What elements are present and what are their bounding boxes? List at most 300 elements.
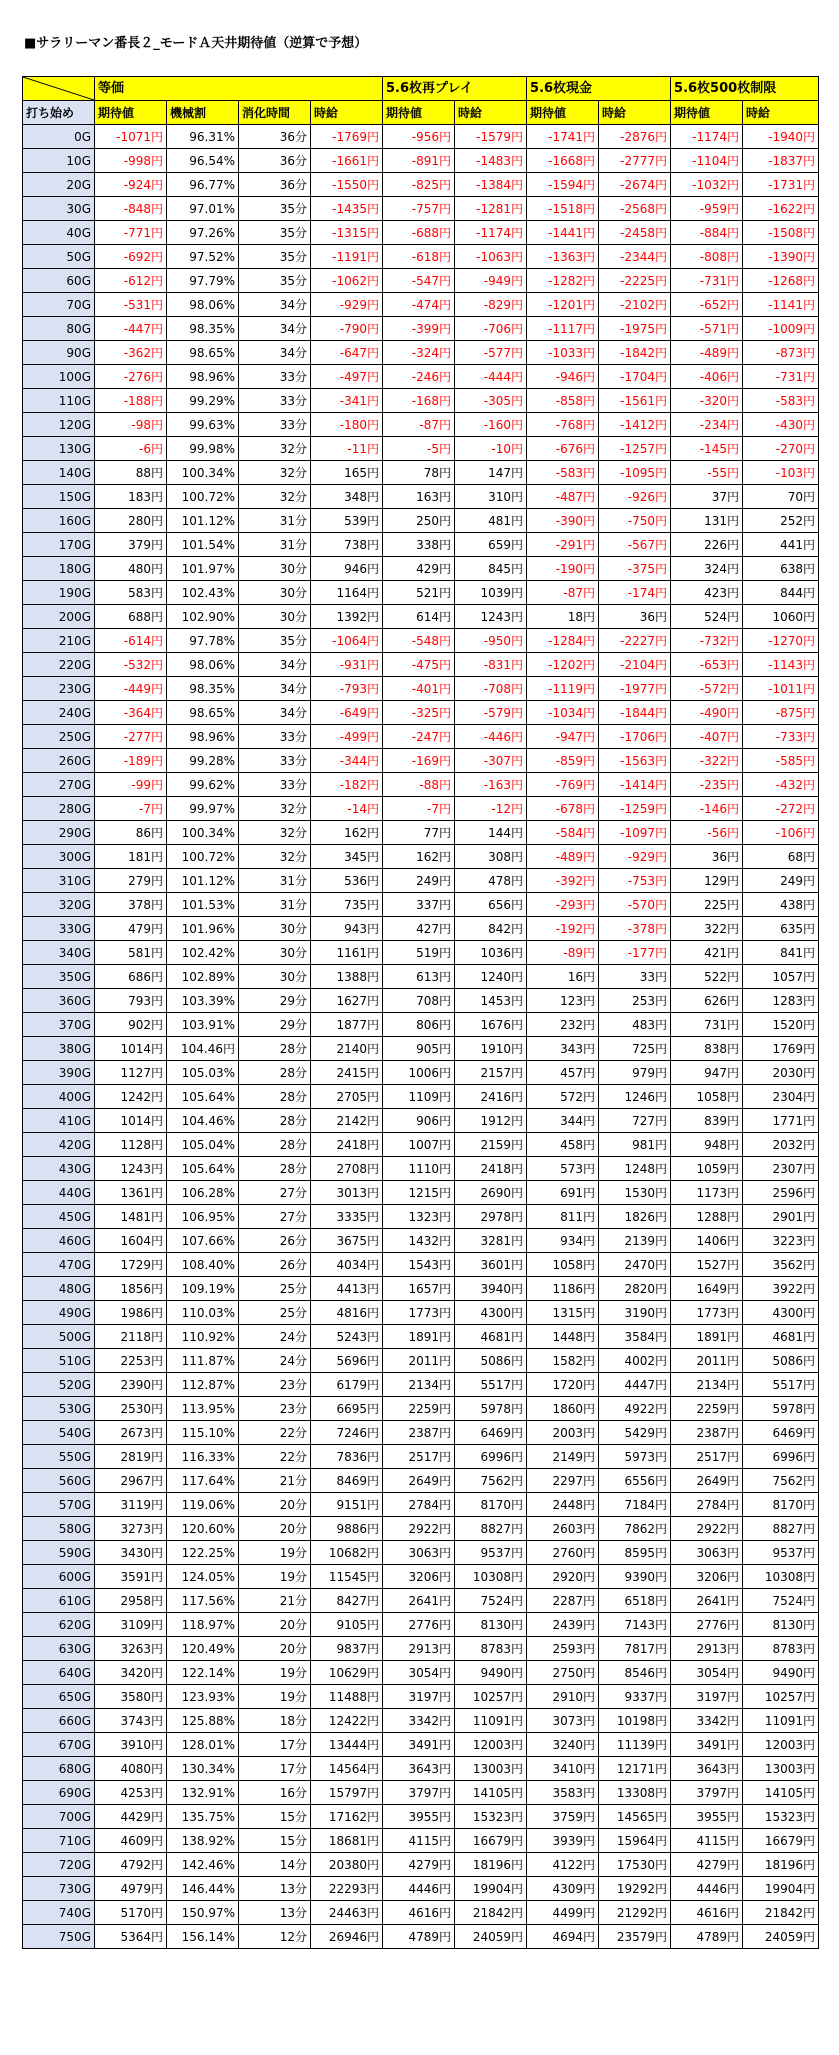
value-cell: -6円 — [95, 437, 167, 461]
value-cell: 29分 — [239, 989, 311, 1013]
value-cell: 86円 — [95, 821, 167, 845]
value-cell: 2118円 — [95, 1325, 167, 1349]
start-game-cell: 690G — [23, 1781, 95, 1805]
value-cell: 4979円 — [95, 1877, 167, 1901]
value-cell: 5973円 — [599, 1445, 671, 1469]
value-cell: 14565円 — [599, 1805, 671, 1829]
table-row — [23, 1109, 819, 1133]
value-cell: 142.46% — [167, 1853, 239, 1877]
value-cell: 1173円 — [671, 1181, 743, 1205]
column-header-replay-hourly-wage: 時給 — [455, 101, 527, 125]
value-cell: 132.91% — [167, 1781, 239, 1805]
value-cell: 4429円 — [95, 1805, 167, 1829]
value-cell: 33分 — [239, 773, 311, 797]
value-cell: 4816円 — [311, 1301, 383, 1325]
table-row — [23, 821, 819, 845]
value-cell: 423円 — [671, 581, 743, 605]
value-cell: 36分 — [239, 149, 311, 173]
table-row — [23, 845, 819, 869]
value-cell: 6695円 — [311, 1397, 383, 1421]
value-cell: -1704円 — [599, 365, 671, 389]
value-cell: 14564円 — [311, 1757, 383, 1781]
value-cell: -1282円 — [527, 269, 599, 293]
value-cell: 14105円 — [455, 1781, 527, 1805]
value-cell: 105.64% — [167, 1085, 239, 1109]
value-cell: -708円 — [455, 677, 527, 701]
value-cell: 225円 — [671, 893, 743, 917]
value-cell: 32分 — [239, 797, 311, 821]
value-cell: 3743円 — [95, 1709, 167, 1733]
value-cell: 98.65% — [167, 701, 239, 725]
value-cell: 573円 — [527, 1157, 599, 1181]
value-cell: 1406円 — [671, 1229, 743, 1253]
value-cell: -2458円 — [599, 221, 671, 245]
value-cell: -98円 — [95, 413, 167, 437]
value-cell: 24059円 — [743, 1925, 819, 1949]
value-cell: 1248円 — [599, 1157, 671, 1181]
value-cell: 638円 — [743, 557, 819, 581]
start-game-cell: 190G — [23, 581, 95, 605]
value-cell: -579円 — [455, 701, 527, 725]
value-cell: 2470円 — [599, 1253, 671, 1277]
value-cell: 2690円 — [455, 1181, 527, 1205]
value-cell: -406円 — [671, 365, 743, 389]
value-cell: 150.97% — [167, 1901, 239, 1925]
value-cell: -583円 — [743, 389, 819, 413]
value-cell: 20分 — [239, 1637, 311, 1661]
value-cell: 181円 — [95, 845, 167, 869]
value-cell: -532円 — [95, 653, 167, 677]
value-cell: 17530円 — [599, 1853, 671, 1877]
value-cell: 1039円 — [455, 581, 527, 605]
value-cell: 3410円 — [527, 1757, 599, 1781]
value-cell: 15分 — [239, 1829, 311, 1853]
value-cell: 107.66% — [167, 1229, 239, 1253]
value-cell: 2593円 — [527, 1637, 599, 1661]
value-cell: 113.95% — [167, 1397, 239, 1421]
table-row — [23, 941, 819, 965]
value-cell: -1104円 — [671, 149, 743, 173]
value-cell: 119.06% — [167, 1493, 239, 1517]
value-cell: 2922円 — [383, 1517, 455, 1541]
value-cell: 23579円 — [599, 1925, 671, 1949]
value-cell: 421円 — [671, 941, 743, 965]
value-cell: 1448円 — [527, 1325, 599, 1349]
start-game-cell: 540G — [23, 1421, 95, 1445]
value-cell: -1769円 — [311, 125, 383, 149]
value-cell: -449円 — [95, 677, 167, 701]
start-game-cell: 0G — [23, 125, 95, 149]
value-cell: 99.98% — [167, 437, 239, 461]
value-cell: 116.33% — [167, 1445, 239, 1469]
value-cell: 2776円 — [671, 1613, 743, 1637]
value-cell: -825円 — [383, 173, 455, 197]
value-cell: 3223円 — [743, 1229, 819, 1253]
value-cell: 3190円 — [599, 1301, 671, 1325]
value-cell: 232円 — [527, 1013, 599, 1037]
value-cell: 13003円 — [455, 1757, 527, 1781]
table-row — [23, 1925, 819, 1949]
start-game-cell: 290G — [23, 821, 95, 845]
value-cell: 117.56% — [167, 1589, 239, 1613]
table-row — [23, 1253, 819, 1277]
table-row — [23, 1157, 819, 1181]
table-row — [23, 1181, 819, 1205]
value-cell: 1036円 — [455, 941, 527, 965]
value-cell: -1097円 — [599, 821, 671, 845]
start-game-cell: 700G — [23, 1805, 95, 1829]
value-cell: -497円 — [311, 365, 383, 389]
value-cell: 10198円 — [599, 1709, 671, 1733]
start-game-cell: 570G — [23, 1493, 95, 1517]
table-row — [23, 1037, 819, 1061]
value-cell: -1202円 — [527, 653, 599, 677]
value-cell: 614円 — [383, 605, 455, 629]
value-cell: -1063円 — [455, 245, 527, 269]
value-cell: 3240円 — [527, 1733, 599, 1757]
value-cell: -1143円 — [743, 653, 819, 677]
value-cell: -447円 — [95, 317, 167, 341]
value-cell: 478円 — [455, 869, 527, 893]
value-cell: -190円 — [527, 557, 599, 581]
value-cell: 131円 — [671, 509, 743, 533]
value-cell: 6179円 — [311, 1373, 383, 1397]
value-cell: 30分 — [239, 581, 311, 605]
value-cell: 9490円 — [743, 1661, 819, 1685]
value-cell: 25分 — [239, 1277, 311, 1301]
value-cell: 324円 — [671, 557, 743, 581]
column-header-limit-hourly-wage: 時給 — [743, 101, 819, 125]
value-cell: -7円 — [383, 797, 455, 821]
value-cell: 19分 — [239, 1541, 311, 1565]
value-cell: -531円 — [95, 293, 167, 317]
value-cell: -1284円 — [527, 629, 599, 653]
value-cell: 11139円 — [599, 1733, 671, 1757]
column-header-payout-rate: 機械割 — [167, 101, 239, 125]
value-cell: -858円 — [527, 389, 599, 413]
value-cell: 36円 — [599, 605, 671, 629]
value-cell: 1388円 — [311, 965, 383, 989]
value-cell: 1891円 — [383, 1325, 455, 1349]
value-cell: 345円 — [311, 845, 383, 869]
value-cell: 348円 — [311, 485, 383, 509]
start-game-cell: 330G — [23, 917, 95, 941]
value-cell: 2603円 — [527, 1517, 599, 1541]
value-cell: 12422円 — [311, 1709, 383, 1733]
value-cell: -235円 — [671, 773, 743, 797]
diagonal-line-icon — [23, 77, 94, 100]
start-game-cell: 470G — [23, 1253, 95, 1277]
value-cell: 97.01% — [167, 197, 239, 221]
value-cell: 5086円 — [743, 1349, 819, 1373]
table-row — [23, 413, 819, 437]
value-cell: 10257円 — [455, 1685, 527, 1709]
value-cell: 110.92% — [167, 1325, 239, 1349]
start-game-cell: 410G — [23, 1109, 95, 1133]
start-game-cell: 160G — [23, 509, 95, 533]
value-cell: 4115円 — [671, 1829, 743, 1853]
value-cell: 112.87% — [167, 1373, 239, 1397]
value-cell: -56円 — [671, 821, 743, 845]
table-row — [23, 653, 819, 677]
column-header-start-game: 打ち始め — [23, 101, 95, 125]
value-cell: 3940円 — [455, 1277, 527, 1301]
value-cell: 19分 — [239, 1661, 311, 1685]
start-game-cell: 230G — [23, 677, 95, 701]
value-cell: 17分 — [239, 1757, 311, 1781]
value-cell: 17分 — [239, 1733, 311, 1757]
value-cell: 15323円 — [455, 1805, 527, 1829]
value-cell: -234円 — [671, 413, 743, 437]
value-cell: -1259円 — [599, 797, 671, 821]
start-game-cell: 500G — [23, 1325, 95, 1349]
value-cell: -1281円 — [455, 197, 527, 221]
value-cell: -1315円 — [311, 221, 383, 245]
value-cell: 4499円 — [527, 1901, 599, 1925]
value-cell: 310円 — [455, 485, 527, 509]
value-cell: 735円 — [311, 893, 383, 917]
value-cell: 838円 — [671, 1037, 743, 1061]
value-cell: 438円 — [743, 893, 819, 917]
value-cell: 2259円 — [383, 1397, 455, 1421]
value-cell: 1720円 — [527, 1373, 599, 1397]
value-cell: 34分 — [239, 677, 311, 701]
value-cell: -647円 — [311, 341, 383, 365]
value-cell: 31分 — [239, 893, 311, 917]
value-cell: -378円 — [599, 917, 671, 941]
value-cell: 120.49% — [167, 1637, 239, 1661]
value-cell: 6996円 — [455, 1445, 527, 1469]
table-row — [23, 1517, 819, 1541]
value-cell: 78円 — [383, 461, 455, 485]
value-cell: -1622円 — [743, 197, 819, 221]
value-cell: 2750円 — [527, 1661, 599, 1685]
value-cell: 2910円 — [527, 1685, 599, 1709]
value-cell: 23分 — [239, 1373, 311, 1397]
value-cell: 97.78% — [167, 629, 239, 653]
table-row — [23, 1445, 819, 1469]
value-cell: 845円 — [455, 557, 527, 581]
value-cell: 102.90% — [167, 605, 239, 629]
value-cell: 77円 — [383, 821, 455, 845]
value-cell: 101.12% — [167, 509, 239, 533]
table-row — [23, 1805, 819, 1829]
value-cell: 2134円 — [383, 1373, 455, 1397]
value-cell: 31分 — [239, 533, 311, 557]
value-cell: 1657円 — [383, 1277, 455, 1301]
start-game-cell: 440G — [23, 1181, 95, 1205]
value-cell: 124.05% — [167, 1565, 239, 1589]
value-cell: 1060円 — [743, 605, 819, 629]
value-cell: -1141円 — [743, 293, 819, 317]
value-cell: 102.89% — [167, 965, 239, 989]
value-cell: 2958円 — [95, 1589, 167, 1613]
value-cell: 14105円 — [743, 1781, 819, 1805]
value-cell: -1661円 — [311, 149, 383, 173]
value-cell: -891円 — [383, 149, 455, 173]
table-row — [23, 365, 819, 389]
value-cell: -291円 — [527, 533, 599, 557]
table-row — [23, 1901, 819, 1925]
value-cell: 2901円 — [743, 1205, 819, 1229]
start-game-cell: 510G — [23, 1349, 95, 1373]
value-cell: -1594円 — [527, 173, 599, 197]
value-cell: -489円 — [527, 845, 599, 869]
value-cell: 2922円 — [671, 1517, 743, 1541]
start-game-cell: 310G — [23, 869, 95, 893]
table-row — [23, 1061, 819, 1085]
value-cell: 2641円 — [671, 1589, 743, 1613]
value-cell: -390円 — [527, 509, 599, 533]
value-cell: 18681円 — [311, 1829, 383, 1853]
value-cell: 106.28% — [167, 1181, 239, 1205]
start-game-cell: 130G — [23, 437, 95, 461]
value-cell: -146円 — [671, 797, 743, 821]
value-cell: -875円 — [743, 701, 819, 725]
value-cell: 4922円 — [599, 1397, 671, 1421]
value-cell: 19分 — [239, 1565, 311, 1589]
value-cell: 162円 — [311, 821, 383, 845]
value-cell: 2920円 — [527, 1565, 599, 1589]
value-cell: 2530円 — [95, 1397, 167, 1421]
value-cell: 7862円 — [599, 1517, 671, 1541]
value-cell: 613円 — [383, 965, 455, 989]
value-cell: 19分 — [239, 1685, 311, 1709]
value-cell: 105.64% — [167, 1157, 239, 1181]
value-cell: 250円 — [383, 509, 455, 533]
value-cell: -1842円 — [599, 341, 671, 365]
value-cell: 99.63% — [167, 413, 239, 437]
value-cell: 1243円 — [95, 1157, 167, 1181]
value-cell: 2142円 — [311, 1109, 383, 1133]
value-cell: -924円 — [95, 173, 167, 197]
value-cell: 308円 — [455, 845, 527, 869]
value-cell: 97.26% — [167, 221, 239, 245]
value-cell: 16円 — [527, 965, 599, 989]
value-cell: 691円 — [527, 1181, 599, 1205]
value-cell: 98.35% — [167, 677, 239, 701]
value-cell: -949円 — [455, 269, 527, 293]
table-row — [23, 1013, 819, 1037]
value-cell: -1119円 — [527, 677, 599, 701]
value-cell: 8827円 — [455, 1517, 527, 1541]
value-cell: 98.96% — [167, 725, 239, 749]
value-cell: -706円 — [455, 317, 527, 341]
value-cell: 101.97% — [167, 557, 239, 581]
value-cell: 841円 — [743, 941, 819, 965]
value-cell: -10円 — [455, 437, 527, 461]
value-cell: 2819円 — [95, 1445, 167, 1469]
value-cell: 10629円 — [311, 1661, 383, 1685]
start-game-cell: 200G — [23, 605, 95, 629]
start-game-cell: 300G — [23, 845, 95, 869]
value-cell: -364円 — [95, 701, 167, 725]
value-cell: -320円 — [671, 389, 743, 413]
value-cell: 147円 — [455, 461, 527, 485]
value-cell: 16分 — [239, 1781, 311, 1805]
value-cell: 4034円 — [311, 1253, 383, 1277]
value-cell: 1877円 — [311, 1013, 383, 1037]
value-cell: 2776円 — [383, 1613, 455, 1637]
value-cell: 3263円 — [95, 1637, 167, 1661]
value-cell: 981円 — [599, 1133, 671, 1157]
value-cell: 378円 — [95, 893, 167, 917]
value-cell: 19292円 — [599, 1877, 671, 1901]
value-cell: -732円 — [671, 629, 743, 653]
value-cell: 144円 — [455, 821, 527, 845]
value-cell: -1550円 — [311, 173, 383, 197]
value-cell: 481円 — [455, 509, 527, 533]
value-cell: 731円 — [671, 1013, 743, 1037]
value-cell: 68円 — [743, 845, 819, 869]
value-cell: 20分 — [239, 1517, 311, 1541]
start-game-cell: 360G — [23, 989, 95, 1013]
table-row — [23, 1757, 819, 1781]
value-cell: -1706円 — [599, 725, 671, 749]
start-game-cell: 400G — [23, 1085, 95, 1109]
value-cell: -676円 — [527, 437, 599, 461]
value-cell: 34分 — [239, 293, 311, 317]
value-cell: 97.52% — [167, 245, 239, 269]
value-cell: -307円 — [455, 749, 527, 773]
value-cell: 23分 — [239, 1397, 311, 1421]
value-cell: 9151円 — [311, 1493, 383, 1517]
value-cell: 102.42% — [167, 941, 239, 965]
start-game-cell: 80G — [23, 317, 95, 341]
start-game-cell: 380G — [23, 1037, 95, 1061]
value-cell: 28分 — [239, 1061, 311, 1085]
value-cell: 162円 — [383, 845, 455, 869]
value-cell: 479円 — [95, 917, 167, 941]
value-cell: 122.14% — [167, 1661, 239, 1685]
value-cell: -89円 — [527, 941, 599, 965]
value-cell: -270円 — [743, 437, 819, 461]
value-cell: -14円 — [311, 797, 383, 821]
value-cell: 8170円 — [743, 1493, 819, 1517]
value-cell: 1769円 — [743, 1037, 819, 1061]
value-cell: 521円 — [383, 581, 455, 605]
value-cell: -1579円 — [455, 125, 527, 149]
value-cell: 100.72% — [167, 845, 239, 869]
value-cell: 32分 — [239, 437, 311, 461]
value-cell: 688円 — [95, 605, 167, 629]
value-cell: 3013円 — [311, 1181, 383, 1205]
start-game-cell: 730G — [23, 1877, 95, 1901]
value-cell: 17162円 — [311, 1805, 383, 1829]
value-cell: 31分 — [239, 509, 311, 533]
value-cell: -571円 — [671, 317, 743, 341]
value-cell: -293円 — [527, 893, 599, 917]
table-row — [23, 461, 819, 485]
value-cell: 343円 — [527, 1037, 599, 1061]
value-cell: 2641円 — [383, 1589, 455, 1613]
table-row — [23, 1349, 819, 1373]
value-cell: -572円 — [671, 677, 743, 701]
start-game-cell: 680G — [23, 1757, 95, 1781]
value-cell: -430円 — [743, 413, 819, 437]
value-cell: 3491円 — [671, 1733, 743, 1757]
table-row — [23, 1853, 819, 1877]
value-cell: -1975円 — [599, 317, 671, 341]
value-cell: -444円 — [455, 365, 527, 389]
value-cell: 13308円 — [599, 1781, 671, 1805]
table-body — [23, 125, 819, 1949]
value-cell: -692円 — [95, 245, 167, 269]
value-cell: 1520円 — [743, 1013, 819, 1037]
group-header-limit: 5.6枚500枚制限 — [671, 77, 819, 101]
value-cell: 379円 — [95, 533, 167, 557]
value-cell: 25分 — [239, 1301, 311, 1325]
